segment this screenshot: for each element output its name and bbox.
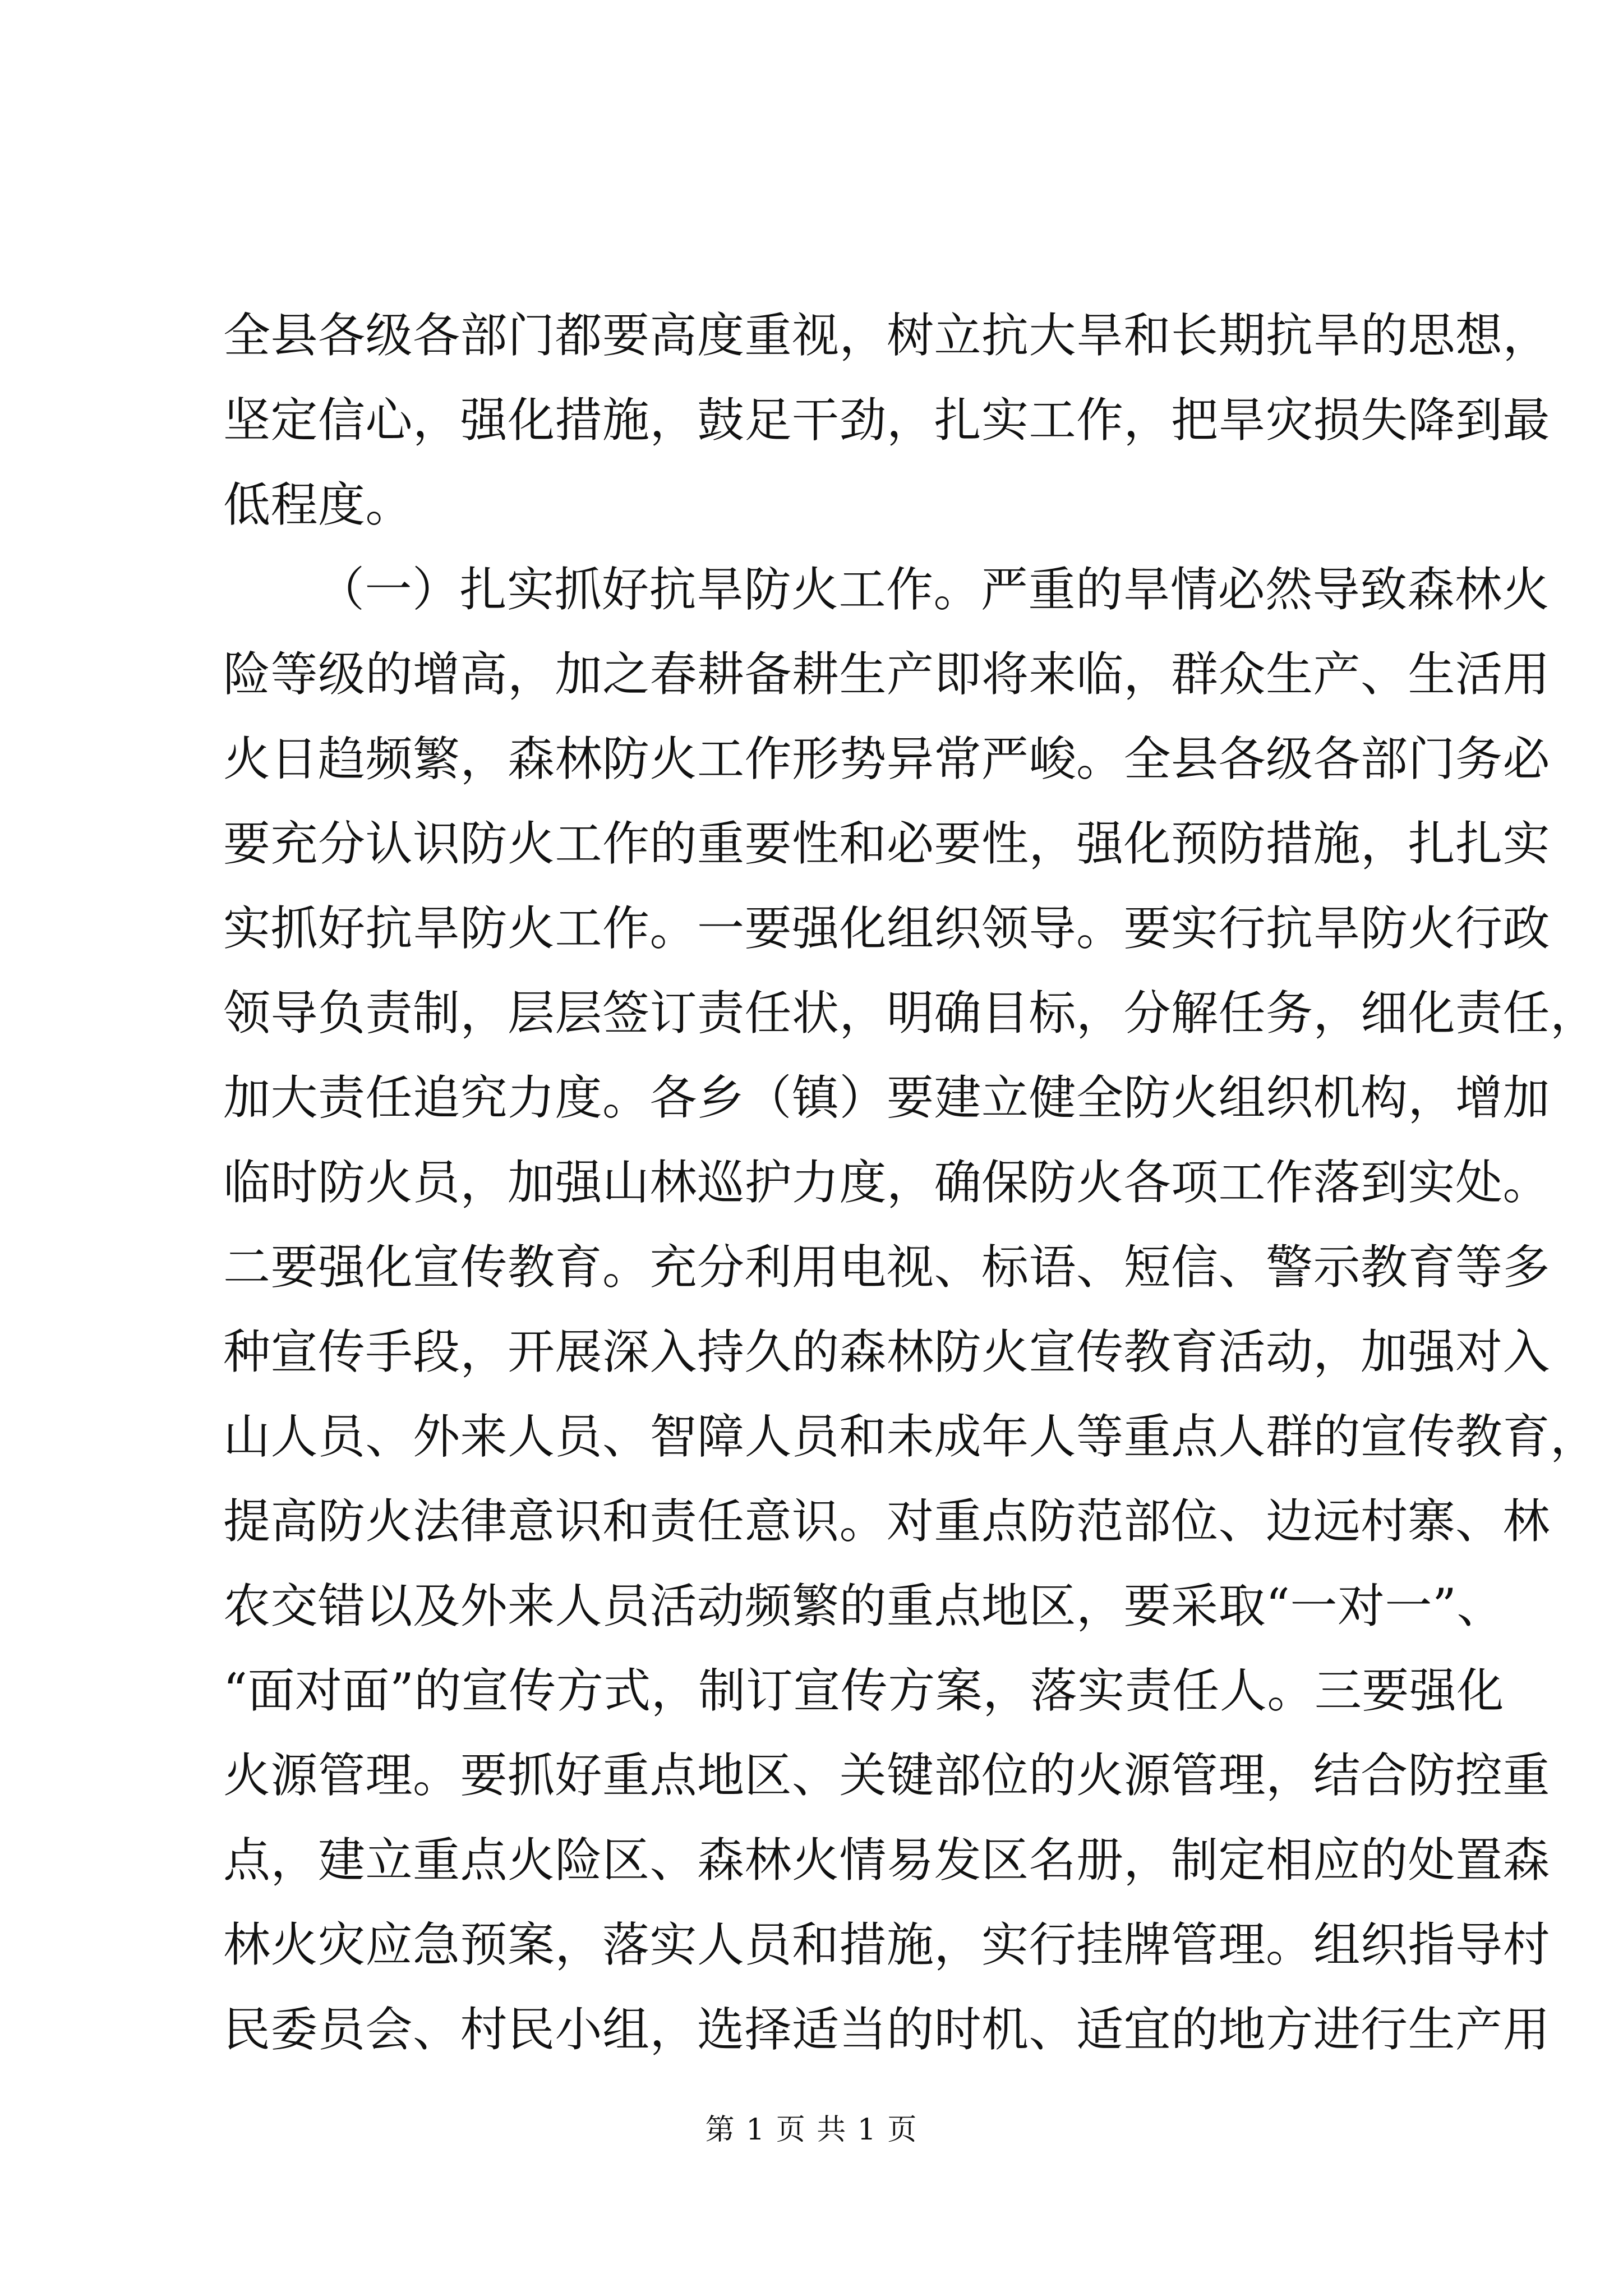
page-number-footer: 第 1 页 共 1 页	[705, 2113, 918, 2147]
paragraph-2-line-13: 农交错以及外来人员活动频繁的重点地区，要采取“一对一”、	[223, 1579, 1504, 1634]
paragraph-2-line-18: 民委员会、村民小组，选择适当的时机、适宜的地方进行生产用	[223, 2002, 1551, 2057]
paragraph-1-line-1: 全县各级各部门都要高度重视，树立抗大旱和长期抗旱的思想，	[223, 308, 1551, 363]
paragraph-2-line-2: 险等级的增高，加之春耕备耕生产即将来临，群众生产、生活用	[223, 647, 1551, 702]
paragraph-2-line-7: 加大责任追究力度。各乡（镇）要建立健全防火组织机构，增加	[223, 1070, 1551, 1125]
paragraph-2-line-11: 山人员、外来人员、智障人员和未成年人等重点人群的宣传教育，	[223, 1409, 1598, 1464]
paragraph-2-line-8: 临时防火员，加强山林巡护力度，确保防火各项工作落到实处。	[223, 1155, 1551, 1210]
paragraph-2-line-3: 火日趋频繁，森林防火工作形势异常严峻。全县各级各部门务必	[223, 731, 1551, 786]
paragraph-2-line-12: 提高防火法律意识和责任意识。对重点防范部位、边远村寨、林	[223, 1494, 1551, 1549]
paragraph-2-line-16: 点，建立重点火险区、森林火情易发区名册，制定相应的处置森	[223, 1833, 1551, 1888]
paragraph-1-line-3: 低程度。	[223, 477, 413, 532]
paragraph-2-line-17: 林火灾应急预案，落实人员和措施，实行挂牌管理。组织指导村	[223, 1917, 1551, 1972]
paragraph-2-line-4: 要充分认识防火工作的重要性和必要性，强化预防措施，扎扎实	[223, 816, 1551, 871]
paragraph-2-line-1: （一）扎实抓好抗旱防火工作。严重的旱情必然导致森林火	[317, 562, 1550, 617]
paragraph-2-line-14: “面对面”的宣传方式，制订宣传方案，落实责任人。三要强化	[223, 1663, 1504, 1718]
paragraph-2-line-5: 实抓好抗旱防火工作。一要强化组织领导。要实行抗旱防火行政	[223, 901, 1551, 956]
paragraph-2-line-15: 火源管理。要抓好重点地区、关键部位的火源管理，结合防控重	[223, 1748, 1551, 1803]
paragraph-1-line-2: 坚定信心，强化措施，鼓足干劲，扎实工作，把旱灾损失降到最	[223, 393, 1551, 448]
paragraph-2-line-10: 种宣传手段，开展深入持久的森林防火宣传教育活动，加强对入	[223, 1324, 1551, 1379]
paragraph-2-line-6: 领导负责制，层层签订责任状，明确目标，分解任务，细化责任，	[223, 986, 1598, 1041]
paragraph-2-line-9: 二要强化宣传教育。充分利用电视、标语、短信、警示教育等多	[223, 1240, 1551, 1295]
